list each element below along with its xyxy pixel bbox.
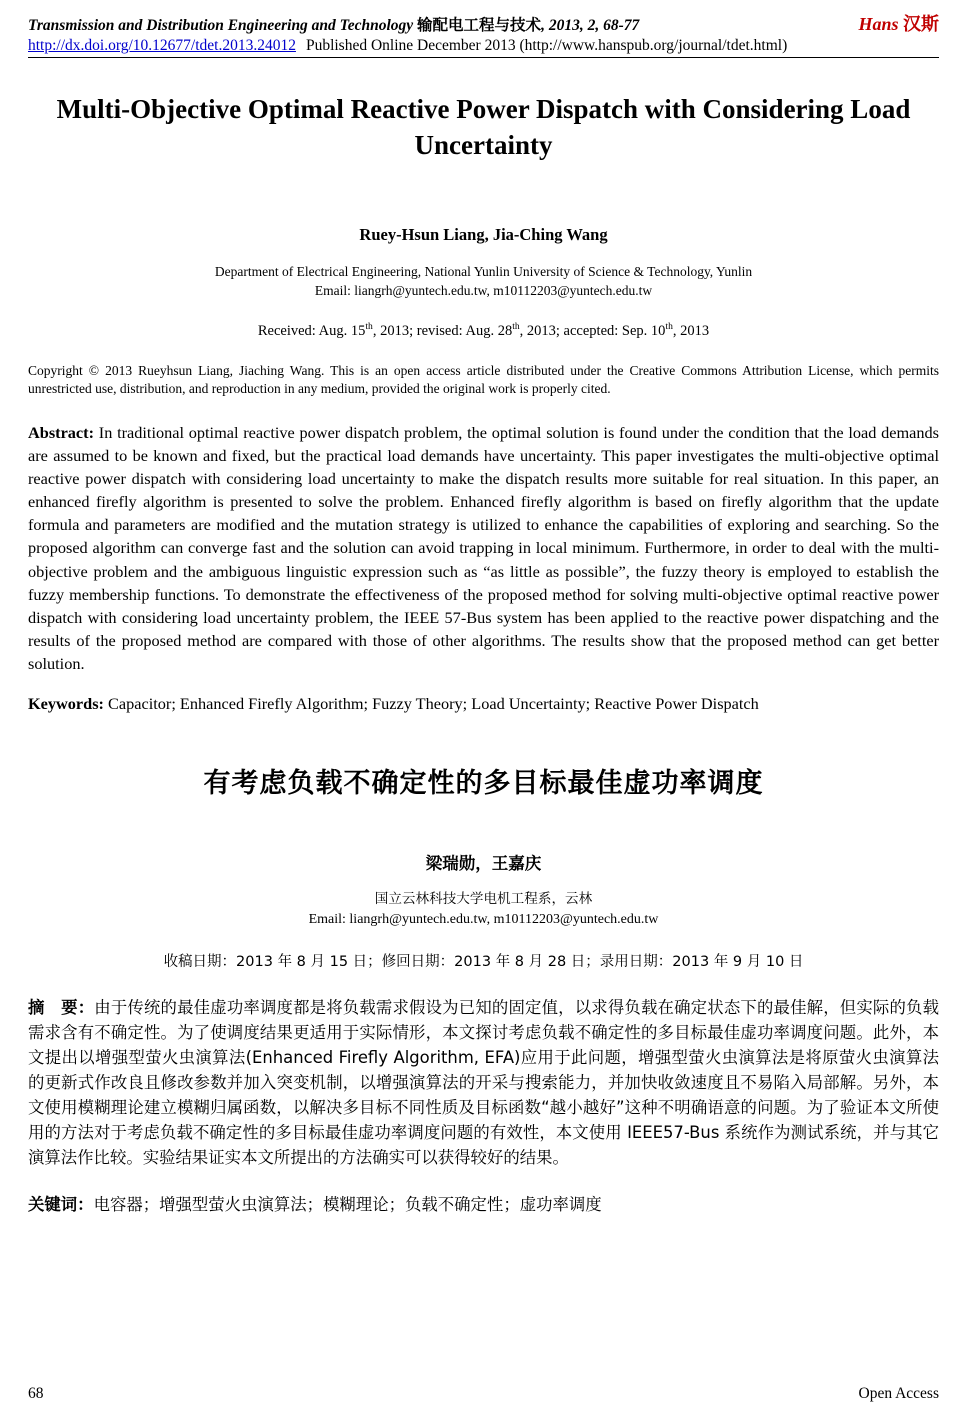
- journal-title-en: Transmission and Distribution Engineering and Technology: [28, 17, 414, 34]
- dates-tail: , 2013: [672, 322, 710, 339]
- logo-text-cn: 汉斯: [903, 14, 939, 34]
- received-label: Received: Aug. 15: [257, 322, 366, 339]
- revised-sup: th: [512, 320, 520, 332]
- page-title: Multi-Objective Optimal Reactive Power Dispatch with Considering Load Uncertainty: [56, 94, 911, 160]
- journal-title-cn: 输配电工程与技术: [417, 17, 542, 34]
- published-online-text: Published Online December 2013 (http://www.hanspub.org/journal/tdet.html): [305, 37, 788, 54]
- revised-label: , 2013; revised: Aug. 28: [372, 322, 513, 339]
- chinese-title: 有考虑负载不确定性的多目标最佳虚功率调度: [203, 768, 764, 800]
- abstract-section: [28, 421, 939, 676]
- chinese-keywords-section: [28, 1193, 939, 1218]
- author-list: Ruey-Hsun Liang, Jia-Ching Wang: [359, 225, 608, 245]
- accepted-sup: th: [665, 320, 673, 332]
- page-number: 68: [28, 1385, 44, 1402]
- chinese-author-list: 梁瑞勋，王嘉庆: [425, 854, 542, 874]
- journal-title: [28, 13, 639, 35]
- open-access-label: Open Access: [858, 1385, 939, 1402]
- page-header: [28, 10, 939, 58]
- page-footer: [28, 1385, 939, 1403]
- affiliation-line: Department of Electrical Engineering, National Yunlin University of Science & Technology, Yunlin: [214, 264, 753, 280]
- chinese-keywords-text: 电容器；增强型萤火虫演算法；模糊理论；负载不确定性；虚功率调度: [93, 1195, 602, 1214]
- affiliation-block: [28, 263, 939, 300]
- keywords-section: [28, 692, 939, 715]
- accepted-label: , 2013; accepted: Sep. 10: [519, 322, 666, 339]
- header-bottom-row: [28, 37, 939, 55]
- submission-dates: [28, 320, 939, 340]
- copyright-notice: Copyright © 2013 Rueyhsun Liang, Jiaching Wang. This is an open access article distributed under the Creative Commons Attribution License, which permits unrestricted use, distribution, and reproduction in any medium, provided the original work is properly cited.: [28, 362, 939, 397]
- chinese-abstract-label: 摘 要：: [28, 998, 95, 1018]
- abstract-label: Abstract:: [28, 422, 95, 442]
- header-top-row: [28, 10, 939, 36]
- chinese-abstract-text: 由于传统的最佳虚功率调度都是将负载需求假设为已知的固定值，以求得负载在确定状态下的最佳解，但实际的负载需求含有不确定性。为了使调度结果更适用于实际情形，本文探讨考虑负载不确定性的多目标最佳虚功率调度问题。此外，本文提出以增强型萤火虫演算法(Enhanced Firefly Algorithm, EFA)应用于此问题，增强型萤火虫演算法是将原萤火虫演算法的更新式作改良且修改参数并加入突变机制，以增强演算法的开采与搜索能力，并加快收敛速度且不易陷入局部解。另外，本文使用模糊理论建立模糊归属函数，以解决多目标不同性质及目标函数“越小越好”这种不明确语意的问题。为了验证本文所使用的方法对于考虑负载不确定性的多目标最佳虚功率调度问题的有效性，本文使用 IEEE57-Bus 系统作为测试系统，并与其它演算法作比较。实验结果证实本文所提出的方法确实可以获得较好的结果。: [28, 998, 940, 1168]
- chinese-affiliation-block: [28, 890, 939, 930]
- chinese-email-line: Email: liangrh@yuntech.edu.tw, m10112203@yuntech.edu.tw: [308, 912, 659, 928]
- chinese-affiliation-line: 国立云林科技大学电机工程系，云林: [374, 891, 593, 908]
- keywords-text: Capacitor; Enhanced Firefly Algorithm; Fuzzy Theory; Load Uncertainty; Reactive Power Dispatch: [103, 694, 759, 714]
- received-sup: th: [365, 320, 373, 332]
- abstract-text: In traditional optimal reactive power dispatch problem, the optimal solution is found under the condition that the load demands are assumed to be known and fixed, but the practical load demands have uncertainty. This paper investigates the multi-objective optimal reactive power dispatch with considering load uncertainty to make the dispatch results more suitable for real situation. In this paper, an enhanced firefly algorithm is presented to solve the problem. Enhanced firefly algorithm is based on firefly algorithm that the update formula and parameters are modified and the mutation strategy is utilized to enhance the capabilities of exploring and searching. So the proposed algorithm can converge fast and the solution can avoid trapping in local minimum. Furthermore, in order to deal with the multi-objective problem and the ambiguous linguistic expression such as “as little as possible”, the fuzzy theory is employed to establish the fuzzy membership functions. To demonstrate the effectiveness of the proposed method for solving multi-objective optimal reactive power dispatch with considering load uncertainty problem, the IEEE 57-Bus system has been applied to the reactive power dispatching and the results of the proposed method are compared with those of other algorithms. The results show that the proposed method can get better solution.: [28, 422, 939, 674]
- doi-link[interactable]: http://dx.doi.org/10.12677/tdet.2013.24012: [28, 37, 296, 54]
- chinese-submission-dates: 收稿日期：2013 年 8 月 15 日；修回日期：2013 年 8 月 28 日；录用日期：2013 年 9 月 10 日: [163, 954, 804, 971]
- chinese-keywords-label: 关键词：: [28, 1195, 94, 1214]
- journal-citation: , 2013, 2, 68-77: [541, 17, 640, 34]
- logo-text-en: Hans: [858, 14, 899, 34]
- keywords-label: Keywords:: [28, 694, 104, 714]
- chinese-abstract-section: [28, 996, 939, 1171]
- author-email-line: Email: liangrh@yuntech.edu.tw, m10112203@yuntech.edu.tw: [314, 282, 653, 298]
- hans-publisher-logo: [858, 10, 939, 36]
